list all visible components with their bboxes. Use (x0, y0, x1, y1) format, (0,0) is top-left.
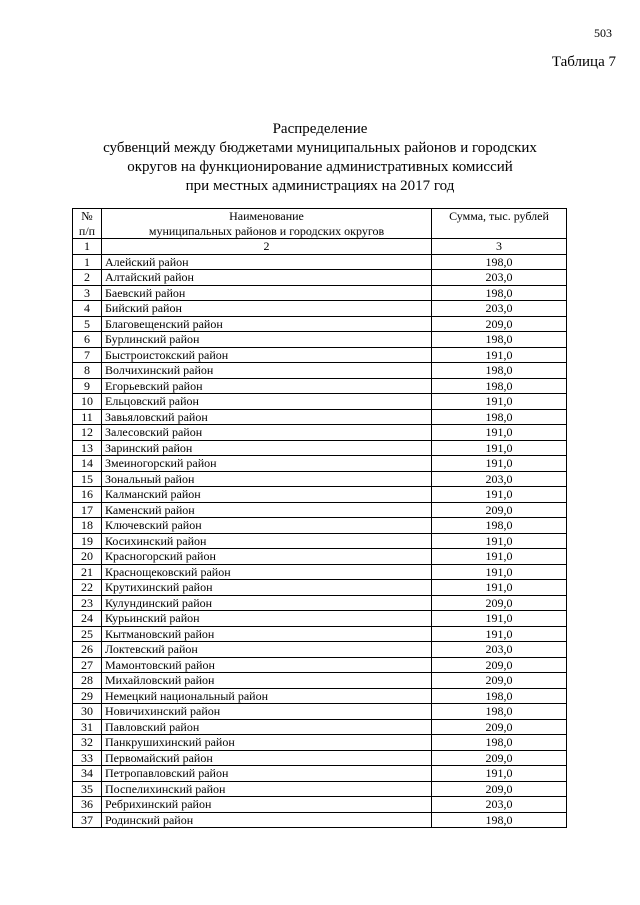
subsidy-amount: 191,0 (432, 549, 567, 565)
header-sum: Сумма, тыс. рублей (432, 209, 567, 239)
district-name: Баевский район (102, 285, 432, 301)
subsidy-amount: 198,0 (432, 332, 567, 348)
column-index: 2 (102, 239, 432, 255)
district-name: Красногорский район (102, 549, 432, 565)
table-row (73, 580, 567, 596)
subsidy-amount: 209,0 (432, 781, 567, 797)
subsidy-amount: 209,0 (432, 750, 567, 766)
table-row (73, 409, 567, 425)
district-name: Первомайский район (102, 750, 432, 766)
table-header-row (73, 209, 567, 239)
row-number: 10 (73, 394, 102, 410)
page-number: 503 (594, 26, 612, 40)
column-index: 3 (432, 239, 567, 255)
subsidy-amount: 209,0 (432, 673, 567, 689)
district-name: Ключевский район (102, 518, 432, 534)
title-line: Распределение (272, 121, 368, 137)
table-row (73, 347, 567, 363)
header-number-line: № (81, 209, 93, 223)
subsidy-amount: 203,0 (432, 301, 567, 317)
table-body (73, 254, 567, 828)
table-row (73, 735, 567, 751)
subsidy-amount: 191,0 (432, 626, 567, 642)
table-row (73, 626, 567, 642)
table-row (73, 657, 567, 673)
row-number: 28 (73, 673, 102, 689)
subsidy-amount: 198,0 (432, 285, 567, 301)
table-row (73, 812, 567, 828)
district-name: Немецкий национальный район (102, 688, 432, 704)
subsidy-amount: 198,0 (432, 409, 567, 425)
table-row (73, 518, 567, 534)
subsidy-amount: 191,0 (432, 347, 567, 363)
table-row (73, 440, 567, 456)
title-line: округов на функционирование административных комиссий (127, 159, 513, 175)
subsidy-amount: 198,0 (432, 254, 567, 270)
district-name: Залесовский район (102, 425, 432, 441)
district-name: Быстроистокский район (102, 347, 432, 363)
subsidy-amount: 209,0 (432, 502, 567, 518)
row-number: 31 (73, 719, 102, 735)
table-row (73, 797, 567, 813)
row-number: 26 (73, 642, 102, 658)
subsidy-amount: 209,0 (432, 719, 567, 735)
table-row (73, 719, 567, 735)
header-name (102, 209, 432, 239)
document-title (0, 120, 640, 196)
district-name: Алтайский район (102, 270, 432, 286)
table-row (73, 549, 567, 565)
table-row (73, 378, 567, 394)
row-number: 13 (73, 440, 102, 456)
district-name: Локтевский район (102, 642, 432, 658)
subsidy-amount: 191,0 (432, 611, 567, 627)
district-name: Завьяловский район (102, 409, 432, 425)
row-number: 18 (73, 518, 102, 534)
subsidy-amount: 198,0 (432, 518, 567, 534)
table-row (73, 766, 567, 782)
district-name: Панкрушихинский район (102, 735, 432, 751)
table-row (73, 595, 567, 611)
column-index: 1 (73, 239, 102, 255)
subsidy-amount: 209,0 (432, 316, 567, 332)
table-row (73, 301, 567, 317)
row-number: 14 (73, 456, 102, 472)
table-row (73, 688, 567, 704)
row-number: 32 (73, 735, 102, 751)
row-number: 24 (73, 611, 102, 627)
table-row (73, 673, 567, 689)
district-name: Ельцовский район (102, 394, 432, 410)
subsidy-amount: 191,0 (432, 456, 567, 472)
column-index-row (73, 239, 567, 255)
subsidy-amount: 203,0 (432, 270, 567, 286)
subsidy-table (72, 208, 567, 828)
table-row (73, 285, 567, 301)
row-number: 1 (73, 254, 102, 270)
subsidy-amount: 191,0 (432, 564, 567, 580)
row-number: 30 (73, 704, 102, 720)
district-name: Алейский район (102, 254, 432, 270)
row-number: 3 (73, 285, 102, 301)
district-name: Каменский район (102, 502, 432, 518)
subsidy-amount: 191,0 (432, 440, 567, 456)
subsidy-amount: 198,0 (432, 378, 567, 394)
row-number: 8 (73, 363, 102, 379)
table-row (73, 270, 567, 286)
row-number: 17 (73, 502, 102, 518)
district-name: Михайловский район (102, 673, 432, 689)
row-number: 16 (73, 487, 102, 503)
row-number: 34 (73, 766, 102, 782)
district-name: Благовещенский район (102, 316, 432, 332)
row-number: 27 (73, 657, 102, 673)
row-number: 6 (73, 332, 102, 348)
subsidy-amount: 191,0 (432, 487, 567, 503)
district-name: Кытмановский район (102, 626, 432, 642)
district-name: Новичихинский район (102, 704, 432, 720)
row-number: 29 (73, 688, 102, 704)
district-name: Крутихинский район (102, 580, 432, 596)
table-row (73, 471, 567, 487)
district-name: Заринский район (102, 440, 432, 456)
table-row (73, 332, 567, 348)
district-name: Ребрихинский район (102, 797, 432, 813)
row-number: 7 (73, 347, 102, 363)
subsidy-amount: 191,0 (432, 394, 567, 410)
row-number: 19 (73, 533, 102, 549)
district-name: Бурлинский район (102, 332, 432, 348)
table-row (73, 611, 567, 627)
subsidy-amount: 203,0 (432, 797, 567, 813)
table-row (73, 316, 567, 332)
row-number: 4 (73, 301, 102, 317)
row-number: 25 (73, 626, 102, 642)
subsidy-amount: 209,0 (432, 595, 567, 611)
subsidy-amount: 191,0 (432, 425, 567, 441)
row-number: 23 (73, 595, 102, 611)
row-number: 36 (73, 797, 102, 813)
table-row (73, 533, 567, 549)
table-row (73, 394, 567, 410)
district-name: Поспелихинский район (102, 781, 432, 797)
district-name: Краснощековский район (102, 564, 432, 580)
row-number: 9 (73, 378, 102, 394)
table-row (73, 502, 567, 518)
subsidy-amount: 203,0 (432, 471, 567, 487)
district-name: Кулундинский район (102, 595, 432, 611)
table-row (73, 487, 567, 503)
row-number: 35 (73, 781, 102, 797)
district-name: Зональный район (102, 471, 432, 487)
subsidy-amount: 198,0 (432, 363, 567, 379)
subsidy-amount: 191,0 (432, 533, 567, 549)
district-name: Мамонтовский район (102, 657, 432, 673)
subsidy-amount: 209,0 (432, 657, 567, 673)
row-number: 5 (73, 316, 102, 332)
district-name: Петропавловский район (102, 766, 432, 782)
table-row (73, 425, 567, 441)
district-name: Егорьевский район (102, 378, 432, 394)
table-row (73, 704, 567, 720)
header-name-line: муниципальных районов и городских округов (148, 223, 385, 238)
row-number: 12 (73, 425, 102, 441)
district-name: Змеиногорский район (102, 456, 432, 472)
header-number-line: п/п (78, 223, 96, 238)
table-row (73, 781, 567, 797)
row-number: 22 (73, 580, 102, 596)
row-number: 15 (73, 471, 102, 487)
subsidy-amount: 198,0 (432, 735, 567, 751)
subsidy-amount: 198,0 (432, 688, 567, 704)
title-line: субвенций между бюджетами муниципальных районов и городских (103, 140, 537, 156)
district-name: Курьинский район (102, 611, 432, 627)
title-line: при местных администрациях на 2017 год (185, 178, 455, 194)
subsidy-amount: 198,0 (432, 812, 567, 828)
row-number: 33 (73, 750, 102, 766)
subsidy-amount: 191,0 (432, 580, 567, 596)
district-name: Родинский район (102, 812, 432, 828)
subsidy-amount: 191,0 (432, 766, 567, 782)
subsidy-amount: 203,0 (432, 642, 567, 658)
row-number: 21 (73, 564, 102, 580)
row-number: 37 (73, 812, 102, 828)
table-row (73, 254, 567, 270)
table-row (73, 750, 567, 766)
district-name: Павловский район (102, 719, 432, 735)
table-row (73, 642, 567, 658)
district-name: Косихинский район (102, 533, 432, 549)
district-name: Калманский район (102, 487, 432, 503)
table-row (73, 363, 567, 379)
table-row (73, 456, 567, 472)
table-row (73, 564, 567, 580)
header-name-line: Наименование (229, 209, 304, 223)
table-label: Таблица 7 (551, 54, 616, 70)
header-number (73, 209, 102, 239)
district-name: Бийский район (102, 301, 432, 317)
row-number: 11 (73, 409, 102, 425)
row-number: 20 (73, 549, 102, 565)
row-number: 2 (73, 270, 102, 286)
district-name: Волчихинский район (102, 363, 432, 379)
subsidy-amount: 198,0 (432, 704, 567, 720)
